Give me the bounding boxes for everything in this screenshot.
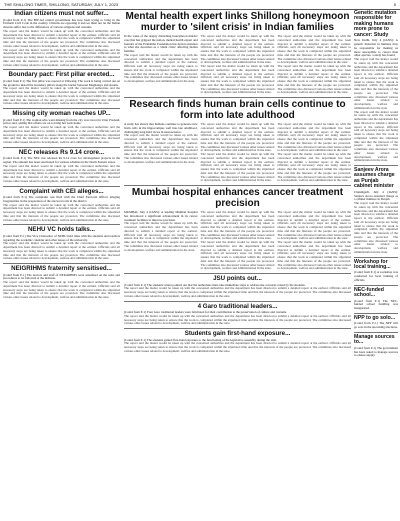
article-lead: MUMBAI, July 4 (IANS): A leading Mumbai hospital has introduced a significant advancement in its cancer treatment facilities to improve precision. [124, 210, 198, 222]
article-body: The report said the matter would be taken up with the concerned authorities and the department has been directed to submit a detailed report at the earliest. Officials said all necessary steps are being taken to ensure that the work is completed within the stipulated time and that the interests of the people are protected. The committee also discussed various other issues related to development, welfare and administration in the state. [3, 28, 120, 48]
article-m3 [124, 188, 351, 271]
article-columns [124, 35, 351, 95]
article-m6 [124, 331, 351, 354]
article-body: The report said the matter would be taken up with the concerned authorities and the department has been directed to submit a detailed report at the earliest. Officials said all necessary steps are being taken to ensure that the work is completed within the stipulated time and that the interests of the people are protected. The committee also discussed various other issues related to development, welfare and administration in the state. [200, 64, 275, 95]
page-number: 5 [393, 2, 396, 7]
divider [3, 69, 120, 70]
article-m5 [124, 304, 351, 327]
divider [124, 273, 351, 274]
headline: Missing city woman reaches UP... [12, 110, 111, 117]
page-header [0, 0, 400, 10]
article-a5 [3, 189, 120, 223]
article-r3 [354, 260, 398, 283]
article-body: The report said the matter would be taken up with the concerned authorities and the department has been directed to submit a detailed report at the earliest. Officials said all necessary steps are being taken to ensure that the work is completed within the stipulated time and that the interests of the people are protected. The committee also discussed various other issues related to development, welfare and administration in the state. [200, 34, 275, 65]
article-body: The report said the matter would be taken up with the concerned authorities and the department has been directed to submit a detailed report at the earliest. Officials said all necessary steps are being taken to ensure that the work is completed within the stipulated time and that the interests of the people are protected. The committee also discussed various other issues related to development, welfare and administration in the state. [124, 313, 351, 326]
headline: JSU points out... [213, 275, 262, 282]
article-lead: (Contd from P-1) The BJP-led central government has now been trying to bring in the Uniform Civil Code in the country. Citizens are opposing it and we must not let the Indian citizens suffer due to the differences of various religions and customs. [3, 17, 120, 29]
article-r1 [354, 11, 398, 163]
article-lead: (Contd from P-1) The NEC-funded school building was inaugurated. [354, 298, 398, 311]
headline: NPP to go solo... [354, 314, 396, 321]
article-body: The report said the matter would be taken up with the concerned authorities and the department has been directed to submit a detailed report at the earliest. Officials said all necessary steps are being taken to ensure that the work is completed within the stipulated time and that the interests of the people are protected. The committee also discussed various other issues related to development, welfare and administration in the state. [277, 122, 351, 153]
article-body: The report said the matter would be taken up with the concerned authorities and the department has been directed to submit a detailed report at the earliest. Officials said all necessary steps are being taken to ensure that the work is completed within the stipulated time and that the interests of the people are protected. The committee also discussed various other issues related to development, welfare and administration in the state. [3, 202, 120, 222]
headline: NEHU VC holds talks... [27, 226, 96, 234]
headline: Research finds human brain cells continue to form into late adulthood [129, 99, 346, 121]
article-body: The report said the matter would be taken up with the concerned authorities and the department has been directed to submit a detailed report at the earliest. Officials said all necessary steps are being taken to ensure that the work is completed within the stipulated time and that the interests of the people are protected. The committee also discussed various other issues related to development, welfare and administration in the state. [3, 241, 120, 261]
article-columns [124, 211, 351, 271]
article-body: The report said the matter would be taken up with the concerned authorities and the department has been directed to submit a detailed report at the earliest. Officials said all necessary steps are being taken to ensure that the work is completed within the stipulated time and that the interests of the people are protected. The committee also discussed various other issues related to development, welfare and administration in the state. [124, 52, 198, 83]
divider [3, 263, 120, 264]
headline: Students gain first-hand exposure... [184, 330, 291, 337]
headline: Sanjeev Arora assumes charge as Punjab cabinet minister [354, 167, 395, 190]
article-lead: (Contd from P-1) A workshop was conducted for local training of officials. [354, 270, 398, 282]
divider [3, 186, 120, 187]
headline: Indian citizens must not suffer... [14, 10, 109, 17]
article-body: The report said the matter would be taken up with the concerned authorities and the department has been directed to submit a detailed report at the earliest. Officials said all necessary steps are being taken to ensure that the work is completed within the stipulated time and that the interests of the people are protected. The committee also discussed various other issues related to development, welfare and administration in the state. [354, 201, 398, 254]
article-r4 [354, 288, 398, 311]
article-r2 [354, 168, 398, 255]
article-lead: (Contd from P-1) The students' union pointed out that the authorities must take immediate steps to address the concerns raised by the students. [124, 282, 306, 287]
article-a6 [3, 227, 120, 261]
article-body: The report said the matter would be taken up with the concerned authorities and the department has been directed to submit a detailed report at the earliest. Officials said all necessary steps are being taken to ensure that the work is completed within the stipulated time and that the interests of the people are protected. The committee also discussed various other issues related to development, welfare and administration in the state. [124, 133, 198, 164]
article-body: The report said the matter would be taken up with the concerned authorities and the department has been directed to submit a detailed report at the earliest. Officials said all necessary steps are being taken to ensure that the work is completed within the stipulated time and that the interests of the people are protected. The committee also discussed various other issues related to development, welfare and administration in the state. [354, 109, 398, 163]
headline: 4 Garo traditional leaders... [197, 302, 278, 310]
article-lead: (Contd from P-1) The students gained first-hand exposure to the functioning of the legislative assembly during the visit. [124, 337, 277, 342]
header-dateline: THE SHILLONG TIMES, SHILLONG, SATURDAY, JULY 1, 2023 [4, 2, 119, 7]
article-lead: (Contd from P-1) The NPP will go solo in the upcoming elections. [354, 321, 398, 330]
article-body: The report said the matter would be taken up with the concerned authorities and the department has been directed to submit a detailed report at the earliest. Officials said all necessary steps are being taken to ensure that the work is completed within the stipulated time and that the interests of the people are protected. The committee also discussed various other issues related to development, welfare and administration in the state. [277, 34, 351, 65]
article-lead: (Contd from P-1) The Vice Chancellor of NEHU held talks with the students and teachers regarding the academic calendar and other issues of the university. [3, 233, 120, 242]
article-lead: (Contd from P-1) The government has been asked to manage sources to ensure supply. [354, 345, 398, 358]
article-body: The report said the matter would be taken up with the concerned authorities and the department has been directed to submit a detailed report at the earliest. Officials said all necessary steps are being taken to ensure that the work is completed within the stipulated time and that the interests of the people are protected. The committee also discussed various other issues related to development, welfare and administration in the state. [3, 86, 120, 106]
article-m2 [124, 100, 351, 183]
article-a4 [3, 150, 120, 184]
divider [354, 165, 398, 166]
headline: Genetic mutation responsible for making humans more prone to cancer: Study [354, 10, 397, 38]
headline: Mumbai hospital enhances cancer treatment precision [131, 187, 344, 209]
article-lead: (Contd from P-1) The woman who went missing from the city was traced in Uttar Pradesh, police said, adding that efforts are on to bring her back home. [3, 117, 120, 126]
article-lead: New Delhi, July 4 (IANS): A genetic mutation in humans may be responsible for making us more susceptible to cancer than other species, a study has found. [354, 38, 398, 58]
article-a1 [3, 11, 120, 67]
article-m1 [124, 12, 351, 95]
article-body: The report said the matter would be taken up with the concerned authorities and the department has been directed to submit a detailed report at the earliest. Officials said all necessary steps are being taken to ensure that the work is completed within the stipulated time and that the interests of the people are protected. The committee also discussed various other issues related to development, welfare and administration in the state. [200, 152, 275, 183]
headline: Workshop for local training... [354, 258, 391, 271]
article-columns [124, 123, 351, 183]
article-body: The report said the matter would be taken up with the concerned authorities and the department has been directed to submit a detailed report at the earliest. Officials said all necessary steps are being taken to ensure that the work is completed within the stipulated time and that the interests of the people are protected. The committee also discussed various other issues related to development, welfare and administration in the state. [3, 163, 120, 183]
article-body: The report said the matter would be taken up with the concerned authorities and the department has been directed to submit a detailed report at the earliest. Officials said all necessary steps are being taken to ensure that the work is completed within the stipulated time and that the interests of the people are protected. The committee also discussed various other issues related to development, welfare and administration in the state. [3, 280, 120, 299]
left-column [3, 10, 120, 300]
article-body: The report said the matter would be taken up with the concerned authorities and the department has been directed to submit a detailed report at the earliest. Officials said all necessary steps are being taken to ensure that the work is completed within the stipulated time and that the interests of the people are protected. The committee also discussed various other issues related to development, welfare and administration in the state. [3, 125, 120, 144]
article-lead: A study has shown that humans continue to generate new brain cells in the hippocampus well into late adulthood, challenging long-held views in neuroscience. [124, 122, 198, 134]
article-body: The report said the matter would be taken up with the concerned authorities and the department has been directed to submit a detailed report at the earliest. Officials said all necessary steps are being taken to ensure that the work is completed within the stipulated time and that the interests of the people are protected. The committee also discussed various other issues related to development, welfare and administration in the state. [277, 64, 351, 95]
headline: Mental health expert links Shillong honeymoon murder to 'silent crisis' in Indian families [125, 11, 350, 33]
article-lead: (Contd from P-1) The first pillar was erected at Umwang. The work is being carried out on the ground to install the boundary pillars along the border between Meghalaya and Assam. [3, 78, 120, 87]
article-body: The report said the matter would be taken up with the concerned authorities and the department has been directed to submit a detailed report at the earliest. Officials said all necessary steps are being taken to ensure that the work is completed within the stipulated time and that the interests of the people are protected. The committee also discussed various other issues related to development, welfare and administration in the state. [200, 210, 275, 241]
article-body: The report said the matter would be taken up with the concerned authorities and the department has been directed to submit a detailed report at the earliest. Officials said all necessary steps are being taken to ensure that the work is completed within the stipulated time and that the interests of the people are protected. The committee also discussed various other issues related to development, welfare and administration in the state. [3, 47, 120, 67]
article-m4 [124, 276, 351, 299]
divider [124, 328, 351, 329]
article-r6 [354, 335, 398, 358]
article-lead: (Contd from P-1) Four Garo traditional leaders were felicitated for their contribution to the preservation of culture and customs. [124, 310, 287, 314]
article-lead: (Contd from P-1) The NEC has released Rs 9.14 crore for development projects in the region. The amount has been sanctioned for various schemes in the North Eastern states. [3, 156, 120, 164]
divider [124, 301, 351, 302]
divider [124, 185, 351, 186]
divider [354, 257, 398, 258]
divider [354, 285, 398, 286]
article-a7 [3, 266, 120, 300]
headline: NEC-funded school... [354, 286, 384, 299]
article-body: The report said the matter would be taken up with the concerned authorities and the department has been directed to submit a detailed report at the earliest. Officials said all necessary steps are being taken to ensure that the work is completed within the stipulated time and that the interests of the people are protected. The committee also discussed various other issues related to development, welfare and administration in the state. [200, 122, 275, 153]
divider [3, 147, 120, 148]
divider [3, 224, 120, 225]
headline: Manage sources to... [354, 333, 395, 346]
headline: Complaint with CEI alleges... [19, 187, 104, 195]
article-body: The report said the matter would be taken up with the concerned authorities and the department has been directed to submit a detailed report at the earliest. Officials said all necessary steps are being taken to ensure that the work is completed within the stipulated time and that the interests of the people are protected. The committee also discussed various other issues related to development, welfare and administration in the state. [124, 286, 351, 298]
article-body: The report said the matter would be taken up with the concerned authorities and the department has been directed to submit a detailed report at the earliest. Officials said all necessary steps are being taken to ensure that the work is completed within the stipulated time and that the interests of the people are protected. The committee also discussed various other issues related to development, welfare and administration in the state. [277, 152, 351, 183]
right-column [354, 10, 398, 358]
headline: NEIGRIHMS fraternity sensitised... [11, 265, 112, 272]
article-lead: Chandigarh, July 4 (IANS): Sanjeev Arora assumed charge as a cabinet minister in Punjab. [354, 189, 398, 202]
article-lead: (Contd from P-1) The doctors and staff of NEIGRIHMS were sensitised on the rules and procedures to be followed at the institute. [3, 272, 120, 281]
headline: Boundary pact: First pillar erected... [8, 71, 115, 79]
headline: NEC releases Rs 9.14 crore... [18, 148, 105, 156]
article-lead: (Contd from P-1) The complaint was filed with the Chief Electoral Officer alleging irregularities in the preparation of the electoral rolls in the district. [3, 195, 120, 203]
article-r5 [354, 316, 398, 330]
article-body: The report said the matter would be taken up with the concerned authorities and the department has been directed to submit a detailed report at the earliest. Officials said all necessary steps are being taken to ensure that the work is completed within the stipulated time and that the interests of the people are protected. The committee also discussed various other issues related to development, welfare and administration in the state. [354, 57, 398, 110]
article-body: The report said the matter would be taken up with the concerned authorities and the department has been directed to submit a detailed report at the earliest. Officials said all necessary steps are being taken to ensure that the work is completed within the stipulated time and that the interests of the people are protected. The committee also discussed various other issues related to development, welfare and administration in the state. [277, 240, 351, 271]
divider [124, 97, 351, 98]
article-body: The report said the matter would be taken up with the concerned authorities and the department has been directed to submit a detailed report at the earliest. Officials said all necessary steps are being taken to ensure that the work is completed within the stipulated time and that the interests of the people are protected. The committee also discussed various other issues related to development, welfare and administration in the state. [124, 221, 198, 252]
article-body: The report said the matter would be taken up with the concerned authorities and the department has been directed to submit a detailed report at the earliest. Officials said all necessary steps are being taken to ensure that the work is completed within the stipulated time and that the interests of the people are protected. The committee also discussed various other issues related to development, welfare and administration in the state. [277, 210, 351, 241]
article-body: The report said the matter would be taken up with the concerned authorities and the department has been directed to submit a detailed report at the earliest. Officials said all necessary steps are being taken to ensure that the work is completed within the stipulated time and that the interests of the people are protected. The committee also discussed various other issues related to development, welfare and administration in the state. [200, 240, 275, 271]
article-a2 [3, 72, 120, 106]
article-lead: In the wake of the deeply disturbing honeymoon murder case that has gripped the nation, mental health expert and founder of the Pratishtha Foundation has drawn attention to what she describes as a 'silent crisis' affecting Indian families. [124, 34, 198, 53]
article-body: The report said the matter would be taken up with the concerned authorities and the department has been directed to submit a detailed report at the earliest. Officials said all necessary steps are being taken to ensure that the work is completed within the stipulated time and that the interests of the people are protected. The committee also discussed various other issues related to development, welfare and administration in the state. [124, 341, 351, 353]
divider [3, 108, 120, 109]
article-a3 [3, 111, 120, 145]
divider [354, 313, 398, 314]
divider [354, 332, 398, 333]
middle-column [124, 10, 351, 354]
